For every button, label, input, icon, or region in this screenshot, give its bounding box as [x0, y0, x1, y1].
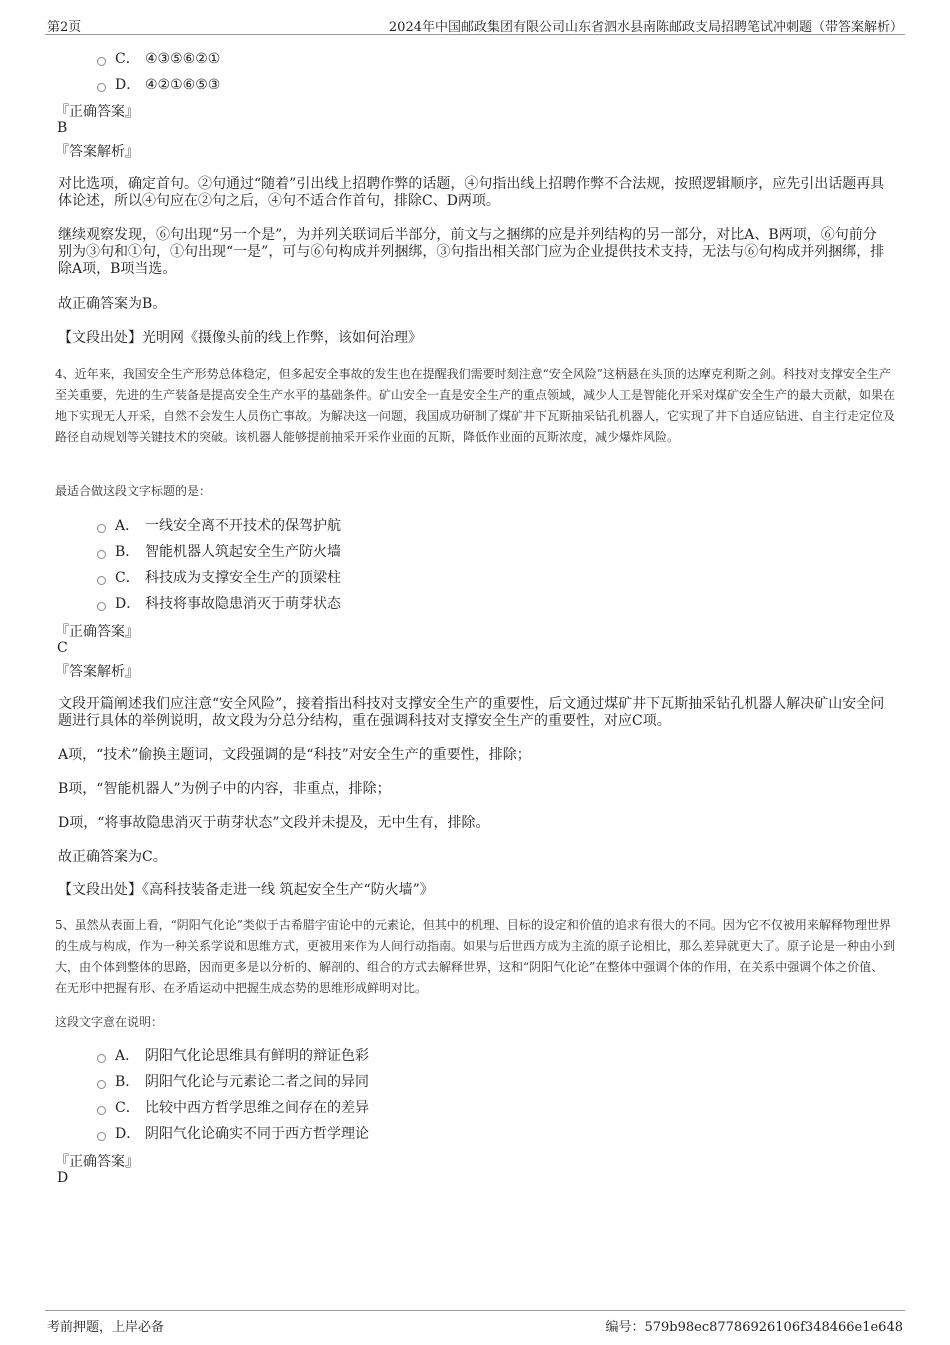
option-text: 阴阳气化论思维具有鲜明的辩证色彩 — [145, 1048, 369, 1064]
page-footer — [45, 1310, 905, 1335]
q3-answer-label: 『正确答案』 — [55, 104, 139, 120]
q4-option-a[interactable] — [97, 515, 341, 537]
option-letter: C． — [115, 51, 140, 67]
option-text: 阴阳气化论与元素论二者之间的异同 — [145, 1074, 369, 1090]
q4-question: 最适合做这段文字标题的是： — [55, 484, 212, 498]
option-text: ④③⑤⑥②① — [145, 51, 221, 67]
radio-icon[interactable] — [97, 83, 106, 92]
page-number: 第2页 — [47, 20, 82, 35]
q5-option-a[interactable] — [97, 1045, 369, 1067]
option-letter: D． — [115, 77, 141, 93]
option-text: 智能机器人筑起安全生产防火墙 — [145, 544, 341, 560]
radio-icon[interactable] — [97, 524, 106, 533]
q5-option-d[interactable] — [97, 1123, 369, 1145]
q4-answer-label: 『正确答案』 — [55, 624, 139, 640]
q3-option-c[interactable] — [97, 48, 220, 70]
q4-option-c[interactable] — [97, 567, 341, 589]
q3-option-d[interactable] — [97, 74, 220, 96]
radio-icon[interactable] — [97, 602, 106, 611]
radio-icon[interactable] — [97, 1080, 106, 1089]
q4-analysis-conclusion: 故正确答案为C。 — [58, 849, 167, 865]
q3-answer: B — [57, 120, 68, 136]
q3-analysis-paragraph: 继续观察发现，⑥句出现“另一个是”，为并列关联词后半部分，前文与之捆绑的应是并列结构的另一部分，对比A、B两项，⑥句前分别为③句和①句，①句出现“一是”，可与⑥句构成并列捆绑，③句指出相关部门应为企业提供技术支持，无法与⑥句构成并列捆绑，排除A项，B项当选。 — [58, 227, 885, 277]
q5-option-c[interactable] — [97, 1097, 369, 1119]
radio-icon[interactable] — [97, 1106, 106, 1115]
option-text: 一线安全离不开技术的保驾护航 — [145, 518, 341, 534]
q3-analysis-paragraph: 对比选项，确定首句。②句通过“随着”引出线上招聘作弊的话题，④句指出线上招聘作弊不合法规，按照逻辑顺序，应先引出话题再具体论述，所以④句应在②句之后，④句不适合作首句，排除C、D两项。 — [58, 176, 885, 209]
q3-analysis-conclusion: 故正确答案为B。 — [58, 296, 167, 312]
document-id: 编号：579b98ec87786926106f348466e1e648 — [605, 1320, 903, 1335]
option-text: 科技将事故隐患消灭于萌芽状态 — [145, 596, 341, 612]
radio-icon[interactable] — [97, 1132, 106, 1141]
option-letter: A． — [115, 518, 140, 534]
q5-option-b[interactable] — [97, 1071, 369, 1093]
option-text: 阴阳气化论确实不同于西方哲学理论 — [145, 1126, 369, 1142]
q5-stem: 5、虽然从表面上看，“阴阳气化论”类似于古希腊宇宙论中的元素论，但其中的机理、目标的设定和价值的追求有很大的不同。因为它不仅被用来解释物理世界的生成与构成，作为一种关系学说和思维方式，更被用来作为人间行动指南。如果与后世西方成为主流的原子论相比，那么差异就更大了。原子论是一种由小到大，由个体到整体的思路，因而更多是以分析的、解剖的、组合的方式去解释世界，这和“阴阳气化论”在整体中强调个体的作用，在关系中强调个体之价值、在无形中把握有形、在矛盾运动中把握生成态势的思维形成鲜明对比。 — [55, 918, 896, 995]
q4-source: 【文段出处】《高科技装备走进一线 筑起安全生产“防火墙”》 — [58, 882, 434, 898]
q4-analysis-paragraph: D项，“将事故隐患消灭于萌芽状态”文段并未提及，无中生有，排除。 — [58, 815, 490, 831]
radio-icon[interactable] — [97, 550, 106, 559]
radio-icon[interactable] — [97, 57, 106, 66]
q3-source: 【文段出处】光明网《摄像头前的线上作弊，该如何治理》 — [58, 330, 422, 346]
option-letter: B． — [115, 544, 140, 560]
q4-analysis-paragraph: B项，“智能机器人”为例子中的内容，非重点，排除； — [58, 781, 391, 797]
q3-analysis-label: 『答案解析』 — [55, 144, 139, 160]
q4-analysis-paragraph: 文段开篇阐述我们应注意“安全风险”，接着指出科技对支撑安全生产的重要性，后文通过煤矿井下瓦斯抽采钻孔机器人解决矿山安全问题进行具体的举例说明，故文段为分总分结构，重在强调科技对支撑安全生产的重要性，对应C项。 — [58, 696, 885, 729]
option-letter: C． — [115, 570, 140, 586]
q4-stem: 4、近年来，我国安全生产形势总体稳定，但多起安全事故的发生也在提醒我们需要时刻注意“安全风险”这柄悬在头顶的达摩克利斯之剑。科技对支撑安全生产至关重要，先进的生产装备是提高安全生产水平的基础条件。矿山安全一直是安全生产的重点领域，减少人工是智能化开采对煤矿安全生产的最大贡献，如果在地下实现无人开采，自然不会发生人员伤亡事故。为解决这一问题，我国成功研制了煤矿井下瓦斯抽采钻孔机器人，它实现了井下自适应钻进、自主行走定位及路径自动规划等关键技术的突破。该机器人能够提前抽采开采作业面的瓦斯，降低作业面的瓦斯浓度，减少爆炸风险。 — [55, 367, 896, 444]
option-letter: D． — [115, 1126, 141, 1142]
option-letter: B． — [115, 1074, 140, 1090]
document-title: 2024年中国邮政集团有限公司山东省泗水县南陈邮政支局招聘笔试冲刺题（带答案解析） — [388, 20, 903, 35]
option-letter: A． — [115, 1048, 140, 1064]
q4-analysis-label: 『答案解析』 — [55, 664, 139, 680]
q5-question: 这段文字意在说明： — [55, 1015, 164, 1029]
q4-answer: C — [57, 640, 68, 656]
footer-slogan: 考前押题，上岸必备 — [47, 1320, 165, 1335]
option-text: 比较中西方哲学思维之间存在的差异 — [145, 1100, 369, 1116]
q5-answer: D — [57, 1170, 69, 1186]
option-letter: C． — [115, 1100, 140, 1116]
radio-icon[interactable] — [97, 1054, 106, 1063]
page-header — [45, 14, 905, 35]
q4-option-b[interactable] — [97, 541, 341, 563]
q4-option-d[interactable] — [97, 593, 341, 615]
q4-analysis-paragraph: A项，“技术”偷换主题词，文段强调的是“科技”对安全生产的重要性，排除； — [58, 747, 531, 763]
option-letter: D． — [115, 596, 141, 612]
option-text: 科技成为支撑安全生产的顶梁柱 — [145, 570, 341, 586]
q5-answer-label: 『正确答案』 — [55, 1154, 139, 1170]
radio-icon[interactable] — [97, 576, 106, 585]
option-text: ④②①⑥⑤③ — [145, 77, 221, 93]
